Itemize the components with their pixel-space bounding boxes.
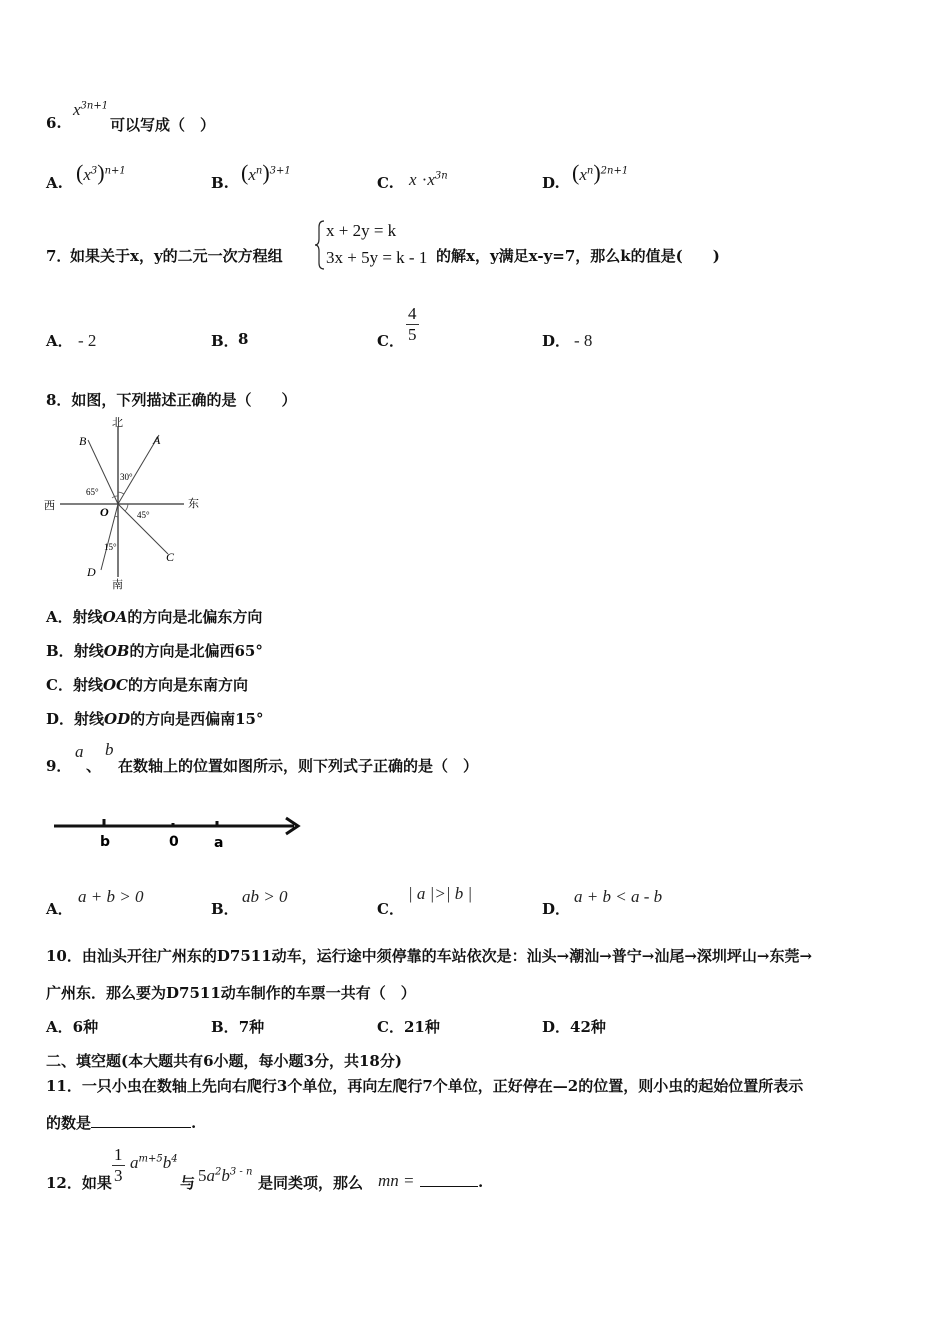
q12-text: 是同类项，那么 (258, 1174, 364, 1192)
label-point-c: C (166, 550, 175, 564)
q9-var-b: b (105, 740, 114, 759)
q6-option-d-expr: $(x^n)^{2n+1}$ (572, 160, 629, 185)
q7-option-a-label: A． (46, 332, 73, 350)
q7-number: 7． (46, 247, 72, 265)
q11-line1: 11．一只小虫在数轴上先向右爬行3个单位，再向左爬行7个单位，正好停在—2的位置，则小虫的起始位置所表示 (46, 1077, 804, 1095)
angle-65: 65° (86, 487, 99, 497)
q6-option-c-label: C. (377, 174, 394, 192)
q7-equation-system (314, 219, 434, 271)
q7-option-a-value: - 2 (78, 331, 97, 350)
number-line (50, 812, 310, 856)
label-east: 东 (188, 497, 199, 510)
label-point-d: D (87, 565, 96, 579)
q9-option-d-label: D． (542, 900, 571, 918)
tick-label-b: b (100, 834, 111, 850)
q10-option-c: C．21种 (377, 1018, 440, 1036)
q10-option-a: A．6种 (46, 1018, 99, 1036)
q8-option-d: D．射线OD的方向是西偏南15° (46, 710, 264, 728)
q6-option-b-expr: $(x^n)^{3+1}$ (241, 160, 291, 185)
q7-eq2: 3x + 5y = k - 1 (326, 248, 428, 267)
label-point-o: O (100, 505, 109, 519)
q9-text: 在数轴上的位置如图所示，则下列式子正确的是（ ） (118, 757, 479, 775)
q10-line1: 10．由汕头开往广州东的D7511动车，运行途中须停靠的车站依次是：汕头→潮汕→普宁→汕尾→深圳坪山→东莞→ (46, 947, 813, 965)
q7-text-before: 如果关于x，y的二元一次方程组 (70, 247, 283, 265)
tick-label-zero: 0 (169, 834, 179, 850)
q10-line2: 广州东．那么要为D7511动车制作的车票一共有（ ） (46, 984, 416, 1002)
q12-end: . (478, 1173, 484, 1191)
label-north: 北 (112, 416, 123, 429)
q7-option-d-label: D． (542, 332, 571, 350)
q9-option-c-expr: | a |>| b | (408, 884, 473, 903)
q7-option-c-label: C． (377, 332, 404, 350)
q9-option-c-label: C． (377, 900, 404, 918)
label-point-a: A (153, 433, 161, 447)
q8-option-a: A．射线OA的方向是北偏东方向 (46, 608, 263, 626)
brace-icon (314, 219, 326, 271)
q12-term1: $a^{m+5}b^4$ (130, 1153, 178, 1172)
q12-term2: $5a^2b^{3 - n}$ (198, 1166, 253, 1185)
q12-number: 12．如果 (46, 1174, 112, 1192)
angle-45: 45° (137, 510, 150, 520)
q8-title: 8．如图，下列描述正确的是（ ） (46, 391, 297, 409)
q9-option-d-expr: a + b < a - b (574, 887, 663, 906)
tick-label-a: a (214, 835, 224, 851)
angle-30: 30° (120, 472, 133, 482)
q12-answer-blank[interactable] (420, 1172, 478, 1187)
q6-number: 6. (46, 114, 62, 132)
section2-title: 二、填空题(本大题共有6小题，每小题3分，共18分) (46, 1052, 402, 1070)
label-point-b: B (79, 434, 87, 448)
q7-option-d-value: - 8 (574, 331, 593, 350)
q6-option-c-expr: $x \cdot x^{3n}$ (409, 170, 448, 189)
angle-15: 15° (104, 542, 117, 552)
q12-mn: mn = (378, 1171, 415, 1190)
q6-option-a-label: A. (46, 174, 63, 192)
q9-option-a-expr: a + b > 0 (78, 887, 144, 906)
q9-separator: 、 (86, 757, 102, 775)
q12-mid: 与 (180, 1174, 196, 1192)
compass-figure (40, 412, 210, 592)
q9-option-b-expr: ab > 0 (242, 887, 288, 906)
q12-coefficient-fraction: $\frac{1}{3}$ (114, 1145, 123, 1185)
q6-option-b-label: B. (211, 174, 229, 192)
q7-option-b-label: B． (211, 332, 239, 350)
q12-answer-blank-wrap (420, 1172, 483, 1191)
q6-option-a-expr: $(x^3)^{n+1}$ (76, 160, 126, 185)
q7-eq1: x + 2y = k (326, 221, 397, 240)
q9-option-a-label: A． (46, 900, 73, 918)
q9-number: 9． (46, 757, 72, 775)
q11-line2: 的数是 . (46, 1114, 197, 1132)
q7-option-c-fraction: $\frac{4}{5}$ (408, 304, 417, 344)
q10-option-b: B．7种 (211, 1018, 265, 1036)
q11-answer-blank[interactable] (91, 1113, 191, 1128)
q6-expression: $x^{3n+1}$ (73, 100, 109, 119)
label-south: 南 (112, 578, 123, 591)
q7-text-after: 的解x，y满足x-y=7，那么k的值是( ) (436, 247, 720, 265)
q9-var-a: a (75, 742, 84, 761)
q6-text: 可以写成（ ） (110, 116, 216, 134)
q7-option-b-value: 8 (238, 330, 249, 348)
label-west: 西 (44, 499, 55, 512)
q9-option-b-label: B． (211, 900, 239, 918)
q8-option-b: B．射线OB的方向是北偏西65° (46, 642, 263, 660)
q6-option-d-label: D. (542, 174, 560, 192)
q10-option-d: D．42种 (542, 1018, 606, 1036)
q8-option-c: C．射线OC的方向是东南方向 (46, 676, 248, 694)
